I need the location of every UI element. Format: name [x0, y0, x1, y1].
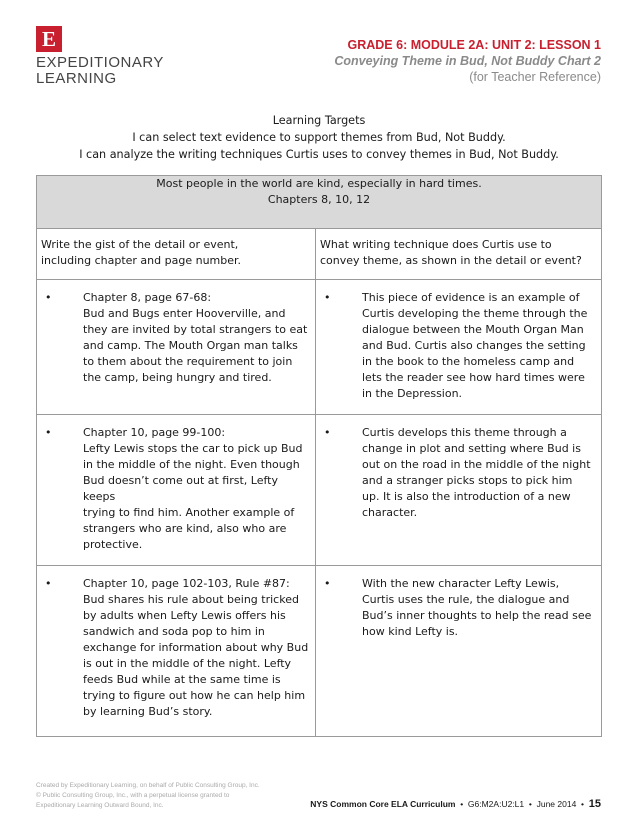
text-line: the camp, being hungry and tired.: [83, 371, 272, 384]
page-footer: [310, 798, 601, 810]
logo-line-1: EXPEDITIONARY: [36, 54, 164, 71]
text-line: Chapter 8, page 67-68:: [83, 291, 212, 304]
text-line: Chapter 10, page 102-103, Rule #87:: [83, 577, 290, 590]
learning-targets-heading: Learning Targets: [272, 114, 366, 127]
text-line: sandwich and soda pop to him in: [83, 625, 265, 638]
lesson-title: GRADE 6: MODULE 2A: UNIT 2: LESSON 1: [347, 38, 601, 52]
text-line: With the new character Lefty Lewis,: [362, 577, 560, 590]
column-header-gist-line: Write the gist of the detail or event,: [41, 238, 239, 251]
text-line: out on the road in the middle of the night: [362, 458, 591, 471]
text-line: trying to find him. Another example of: [83, 506, 295, 519]
bullet-icon: •: [45, 291, 52, 304]
technique-text: [362, 576, 595, 640]
text-line: Curtis uses the rule, the dialogue and: [362, 593, 570, 606]
bullet-icon: •: [324, 291, 331, 304]
text-line: is out in the middle of the night. Lefty: [83, 657, 292, 670]
text-line: Bud and Bugs enter Hooverville, and: [83, 307, 286, 320]
text-line: to them about the requirement to join: [83, 355, 293, 368]
column-header-technique-line: What writing technique does Curtis use to: [320, 238, 552, 251]
copyright-line: Created by Expeditionary Learning, on behalf of Public Consulting Group, Inc.: [36, 782, 260, 789]
text-line: up. It is also the introduction of a new: [362, 490, 571, 503]
chart-title: Conveying Theme in Bud, Not Buddy Chart 2: [334, 54, 601, 68]
text-line: This piece of evidence is an example of: [362, 291, 580, 304]
table-row: [37, 566, 602, 737]
list-item: [324, 425, 595, 521]
theme-row: [37, 176, 602, 229]
text-line: trying to figure out how he can help him: [83, 689, 306, 702]
theme-cell: [37, 176, 602, 229]
separator-dot: •: [460, 799, 464, 809]
list-item: [45, 290, 309, 386]
column-header-gist: [37, 229, 316, 280]
page-number: 15: [588, 798, 601, 810]
text-line: Lefty Lewis stops the car to pick up Bud: [83, 442, 303, 455]
gist-text: [83, 576, 309, 720]
bullet-icon: •: [45, 577, 52, 590]
bullet-icon: •: [45, 426, 52, 439]
text-line: character.: [362, 506, 418, 519]
theme-chart-table: [36, 175, 602, 737]
gist-text: [83, 425, 309, 553]
theme-statement: Most people in the world are kind, especially in hard times.: [156, 177, 482, 190]
bullet-icon: •: [324, 426, 331, 439]
text-line: dialogue between the Mouth Organ Man: [362, 323, 584, 336]
text-line: in the middle of the night. Even though: [83, 458, 300, 471]
logo-wordmark: [36, 55, 176, 87]
technique-cell: [316, 280, 602, 415]
text-line: strangers who are kind, also who are: [83, 522, 287, 535]
text-line: protective.: [83, 538, 143, 551]
gist-cell: [37, 566, 316, 737]
text-line: Curtis develops this theme through a: [362, 426, 567, 439]
curriculum-name: NYS Common Core ELA Curriculum: [310, 799, 456, 809]
list-item: [45, 425, 309, 553]
text-line: lets the reader see how hard times were: [362, 371, 585, 384]
gist-cell: [37, 415, 316, 566]
text-line: in the book to the homeless camp and: [362, 355, 575, 368]
column-header-technique: [316, 229, 602, 280]
learning-target-2: I can analyze the writing techniques Curtis uses to convey themes in Bud, Not Buddy.: [79, 148, 559, 161]
bullet-icon: •: [324, 577, 331, 590]
publish-date: June 2014: [536, 799, 577, 809]
text-line: they are invited by total strangers to eat: [83, 323, 308, 336]
lesson-code: G6:M2A:U2:L1: [467, 799, 525, 809]
teacher-reference-note: (for Teacher Reference): [469, 70, 601, 84]
text-line: and camp. The Mouth Organ man talks: [83, 339, 298, 352]
technique-cell: [316, 566, 602, 737]
text-line: in the Depression.: [362, 387, 463, 400]
list-item: [45, 576, 309, 720]
text-line: and a stranger picks stops to pick him: [362, 474, 573, 487]
text-line: and Bud. Curtis also changes the setting: [362, 339, 586, 352]
theme-chapters: Chapters 8, 10, 12: [267, 193, 371, 206]
column-header-gist-line: including chapter and page number.: [41, 254, 242, 267]
column-header-row: [37, 229, 602, 280]
separator-dot: •: [528, 799, 532, 809]
text-line: Chapter 10, page 99-100:: [83, 426, 226, 439]
text-line: by adults when Lefty Lewis offers his: [83, 609, 286, 622]
copyright-notice: [36, 781, 260, 811]
table-row: [37, 280, 602, 415]
technique-cell: [316, 415, 602, 566]
gist-cell: [37, 280, 316, 415]
logo-line-2: LEARNING: [36, 70, 117, 87]
text-line: exchange for information about why Bud: [83, 641, 309, 654]
copyright-line: © Public Consulting Group, Inc., with a perpetual license granted to: [36, 792, 230, 799]
list-item: [324, 290, 595, 402]
text-line: how kind Lefty is.: [362, 625, 459, 638]
text-line: Bud doesn’t come out at first, Lefty keeps: [83, 474, 278, 503]
lesson-header: [334, 38, 601, 85]
technique-text: [362, 425, 595, 521]
text-line: Bud shares his rule about being tricked: [83, 593, 299, 606]
column-header-technique-line: convey theme, as shown in the detail or event?: [320, 254, 582, 267]
list-item: [324, 576, 595, 640]
copyright-line: Expeditionary Learning Outward Bound, Inc.: [36, 802, 164, 809]
technique-text: [362, 290, 595, 402]
table-row: [37, 415, 602, 566]
learning-target-1: I can select text evidence to support themes from Bud, Not Buddy.: [132, 131, 506, 144]
logo-mark: E: [36, 26, 62, 52]
text-line: Bud’s inner thoughts to help the read see: [362, 609, 592, 622]
expeditionary-learning-logo: [36, 26, 176, 87]
text-line: Curtis developing the theme through the: [362, 307, 588, 320]
text-line: by learning Bud’s story.: [83, 705, 213, 718]
text-line: change in plot and setting where Bud is: [362, 442, 581, 455]
separator-dot: •: [581, 799, 585, 809]
learning-targets: [0, 112, 638, 163]
text-line: feeds Bud while at the same time is: [83, 673, 281, 686]
gist-text: [83, 290, 309, 386]
